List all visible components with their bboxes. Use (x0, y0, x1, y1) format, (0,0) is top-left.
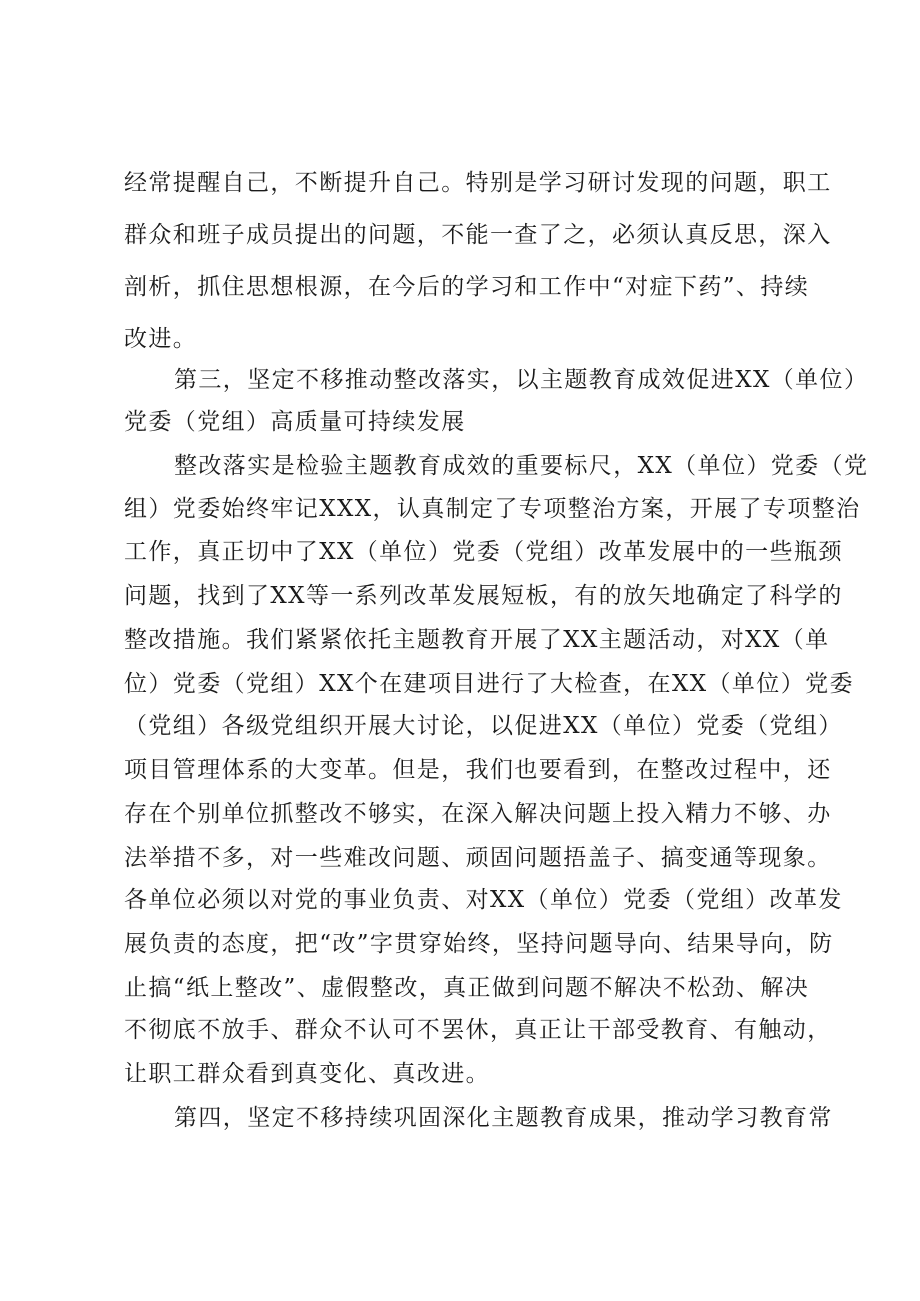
text-line: 止搞“纸上整改”、虚假整改，真正做到问题不解决不松劲、解决 (124, 975, 810, 1001)
text-line: 剖析，抓住思想根源，在今后的学习和工作中“对症下药”、持续 (124, 274, 810, 300)
text-line: 改进。 (124, 326, 198, 352)
text-line: 项目管理体系的大变革。但是，我们也要看到，在整改过程中，还 (124, 757, 832, 783)
text-line: 让职工群众看到真变化、真改进。 (124, 1061, 490, 1087)
text-line: 群众和班子成员提出的问题，不能一查了之，必须认真反思，深入 (124, 222, 832, 248)
text-line: 存在个别单位抓整改不够实，在深入解决问题上投入精力不够、办 (124, 801, 832, 827)
text-line: 组）党委始终牢记XXX，认真制定了专项整治方案，开展了专项整治 (124, 496, 861, 522)
text-line: 整改落实是检验主题教育成效的重要标尺，XX（单位）党委（党 (174, 453, 869, 479)
section-heading-line: 党委（党组）高质量可持续发展 (124, 409, 466, 435)
text-line: 整改措施。我们紧紧依托主题教育开展了XX主题活动，对XX（单 (124, 627, 830, 653)
text-line: 各单位必须以对党的事业负责、对XX（单位）党委（党组）改革发 (124, 887, 843, 913)
text-line: （党组）各级党组织开展大讨论，以促进XX（单位）党委（党组） (124, 713, 843, 739)
text-line: 工作，真正切中了XX（单位）党委（党组）改革发展中的一些瓶颈 (124, 539, 843, 565)
text-line: 经常提醒自己，不断提升自己。特别是学习研讨发现的问题，职工 (124, 170, 832, 196)
text-line: 问题，找到了XX等一系列改革发展短板，有的放矢地确定了科学的 (124, 583, 843, 609)
section-heading-line: 第三，坚定不移推动整改落实，以主题教育成效促进XX（单位） (174, 367, 869, 393)
text-line: 展负责的态度，把“改”字贯穿始终，坚持问题导向、结果导向，防 (124, 931, 834, 957)
text-line: 不彻底不放手、群众不认可不罢休，真正让干部受教育、有触动， (124, 1017, 832, 1043)
text-line: 位）党委（党组）XX个在建项目进行了大检查，在XX（单位）党委 (124, 671, 854, 697)
text-line: 法举措不多，对一些难改问题、顽固问题捂盖子、搞变通等现象。 (124, 845, 832, 871)
section-heading-line: 第四，坚定不移持续巩固深化主题教育成果，推动学习教育常 (174, 1105, 833, 1131)
